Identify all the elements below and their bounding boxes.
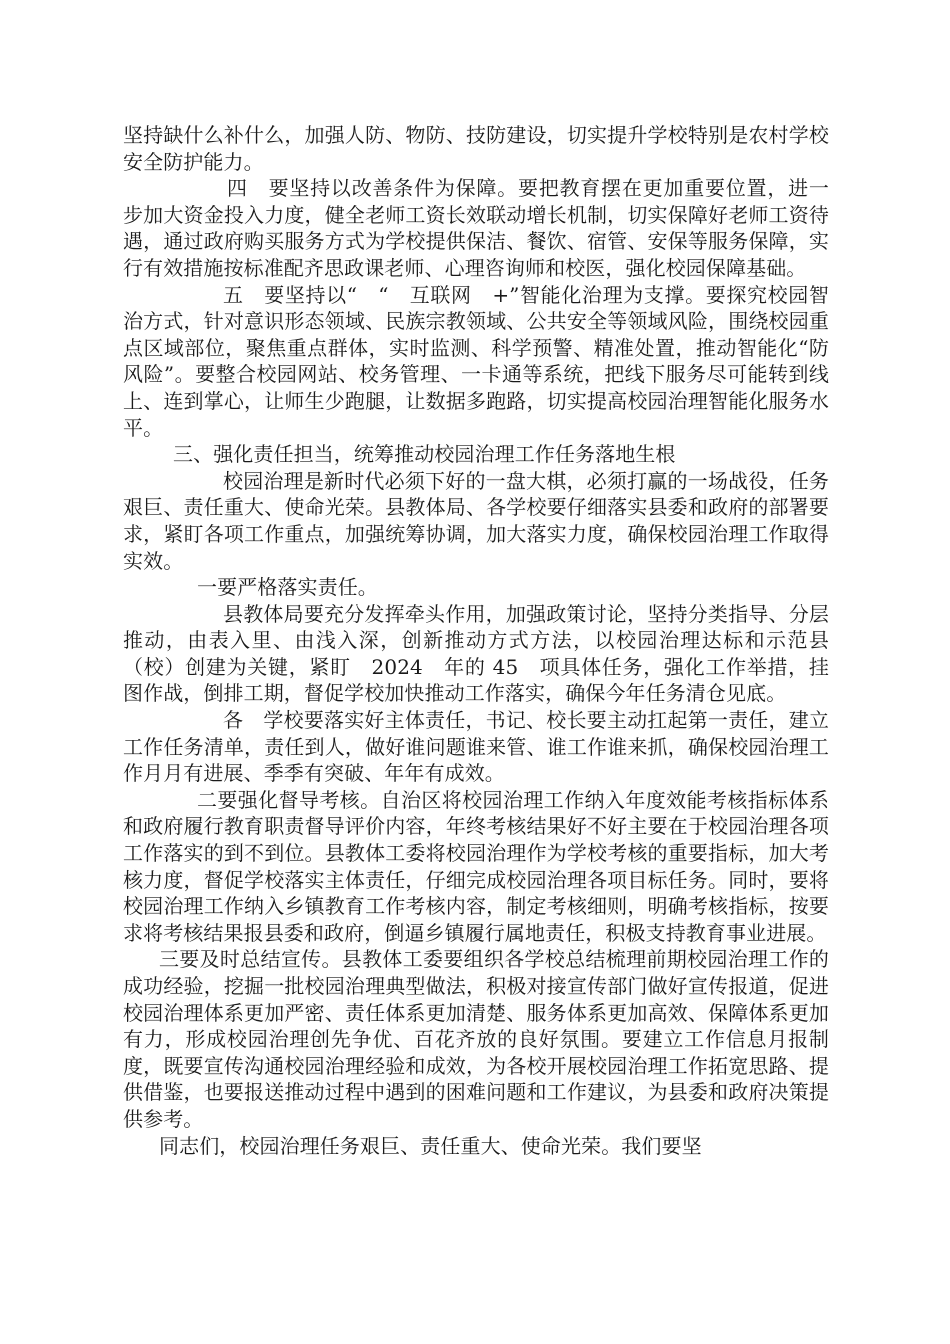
paragraph: 各 学校要落实好主体责任，书记、校长要主动扛起第一责任，建立工作任务清单，责任到人，做好谁问题谁来管、谁工作谁来抓，确保校园治理工作月月有进展、季季有突破、年年有成效。 xyxy=(123,708,829,786)
paragraph: 三要及时总结宣传。县教体工委要组织各学校总结梳理前期校园治理工作的成功经验，挖掘一批校园治理典型做法，积极对接宣传部门做好宣传报道，促进校园治理体系更加严密、责任体系更加清楚、服务体系更加高效、保障体系更加有力，形成校园治理创先争优、百花齐放的良好氛围。要建立工作信息月报制度，既要宣传沟通校园治理经验和成效，为各校开展校园治理工作拓宽思路、提供借鉴，也要报送推动过程中遇到的困难问题和工作建议，为县委和政府决策提供参考。 xyxy=(123,947,829,1131)
paragraph: 县教体局要充分发挥牵头作用，加强政策讨论，坚持分类指导、分层推动，由表入里、由浅入深，创新推动方式方法，以校园治理达标和示范县（校）创建为关键，紧盯 2024 年的 45 项具体任务，强化工作举措，挂图作战，倒排工期，督促学校加快推动工作落实，确保今年任务清仓见底。 xyxy=(123,601,829,706)
document-body xyxy=(123,122,829,1159)
paragraph: 五 要坚持以“ “ 互联网 +”智能化治理为支撑。要探究校园智治方式，针对意识形态领域、民族宗教领域、公共安全等领域风险，围绕校园重点区域部位，聚焦重点群体，实时监测、科学预警、精准处置，推动智能化“防风险”。要整合校园网站、校务管理、一卡通等系统，把线下服务尽可能转到线上、连到掌心，让师生少跑腿，让数据多跑路，切实提高校园治理智能化服务水平。 xyxy=(123,282,829,440)
paragraph: 坚持缺什么补什么，加强人防、物防、技防建设，切实提升学校特别是农村学校安全防护能力。 xyxy=(123,123,829,174)
subheading: 一要严格落实责任。 xyxy=(197,575,378,600)
paragraph: 四 要坚持以改善条件为保障。要把教育摆在更加重要位置，进一步加大资金投入力度，健全老师工资长效联动增长机制，切实保障好老师工资待遇，通过政府购买服务方式为学校提供保洁、餐饮、宿管、安保等服务保障，实行有效措施按标准配齐思政课老师、心理咨询师和校医，强化校园保障基础。 xyxy=(123,176,829,280)
paragraph: 二要强化督导考核。自治区将校园治理工作纳入年度效能考核指标体系和政府履行教育职责督导评价内容，年终考核结果好不好主要在于校园治理各项工作落实的到不到位。县教体工委将校园治理作为学校考核的重要指标，加大考核力度，督促学校落实主体责任，仔细完成校园治理各项目标任务。同时，要将校园治理工作纳入乡镇教育工作考核内容，制定考核细则，明确考核指标，按要求将考核结果报县委和政府，倒逼乡镇履行属地责任，积极支持教育事业进展。 xyxy=(123,787,829,945)
paragraph: 校园治理是新时代必须下好的一盘大棋，必须打赢的一场战役，任务艰巨、责任重大、使命光荣。县教体局、各学校要仔细落实县委和政府的部署要求，紧盯各项工作重点，加强统筹协调，加大落实力度，确保校园治理工作取得实效。 xyxy=(123,468,829,573)
paragraph: 同志们，校园治理任务艰巨、责任重大、使命光荣。我们要坚 xyxy=(159,1133,702,1158)
section-heading: 三、强化责任担当，统筹推动校园治理工作任务落地生根 xyxy=(173,442,676,467)
